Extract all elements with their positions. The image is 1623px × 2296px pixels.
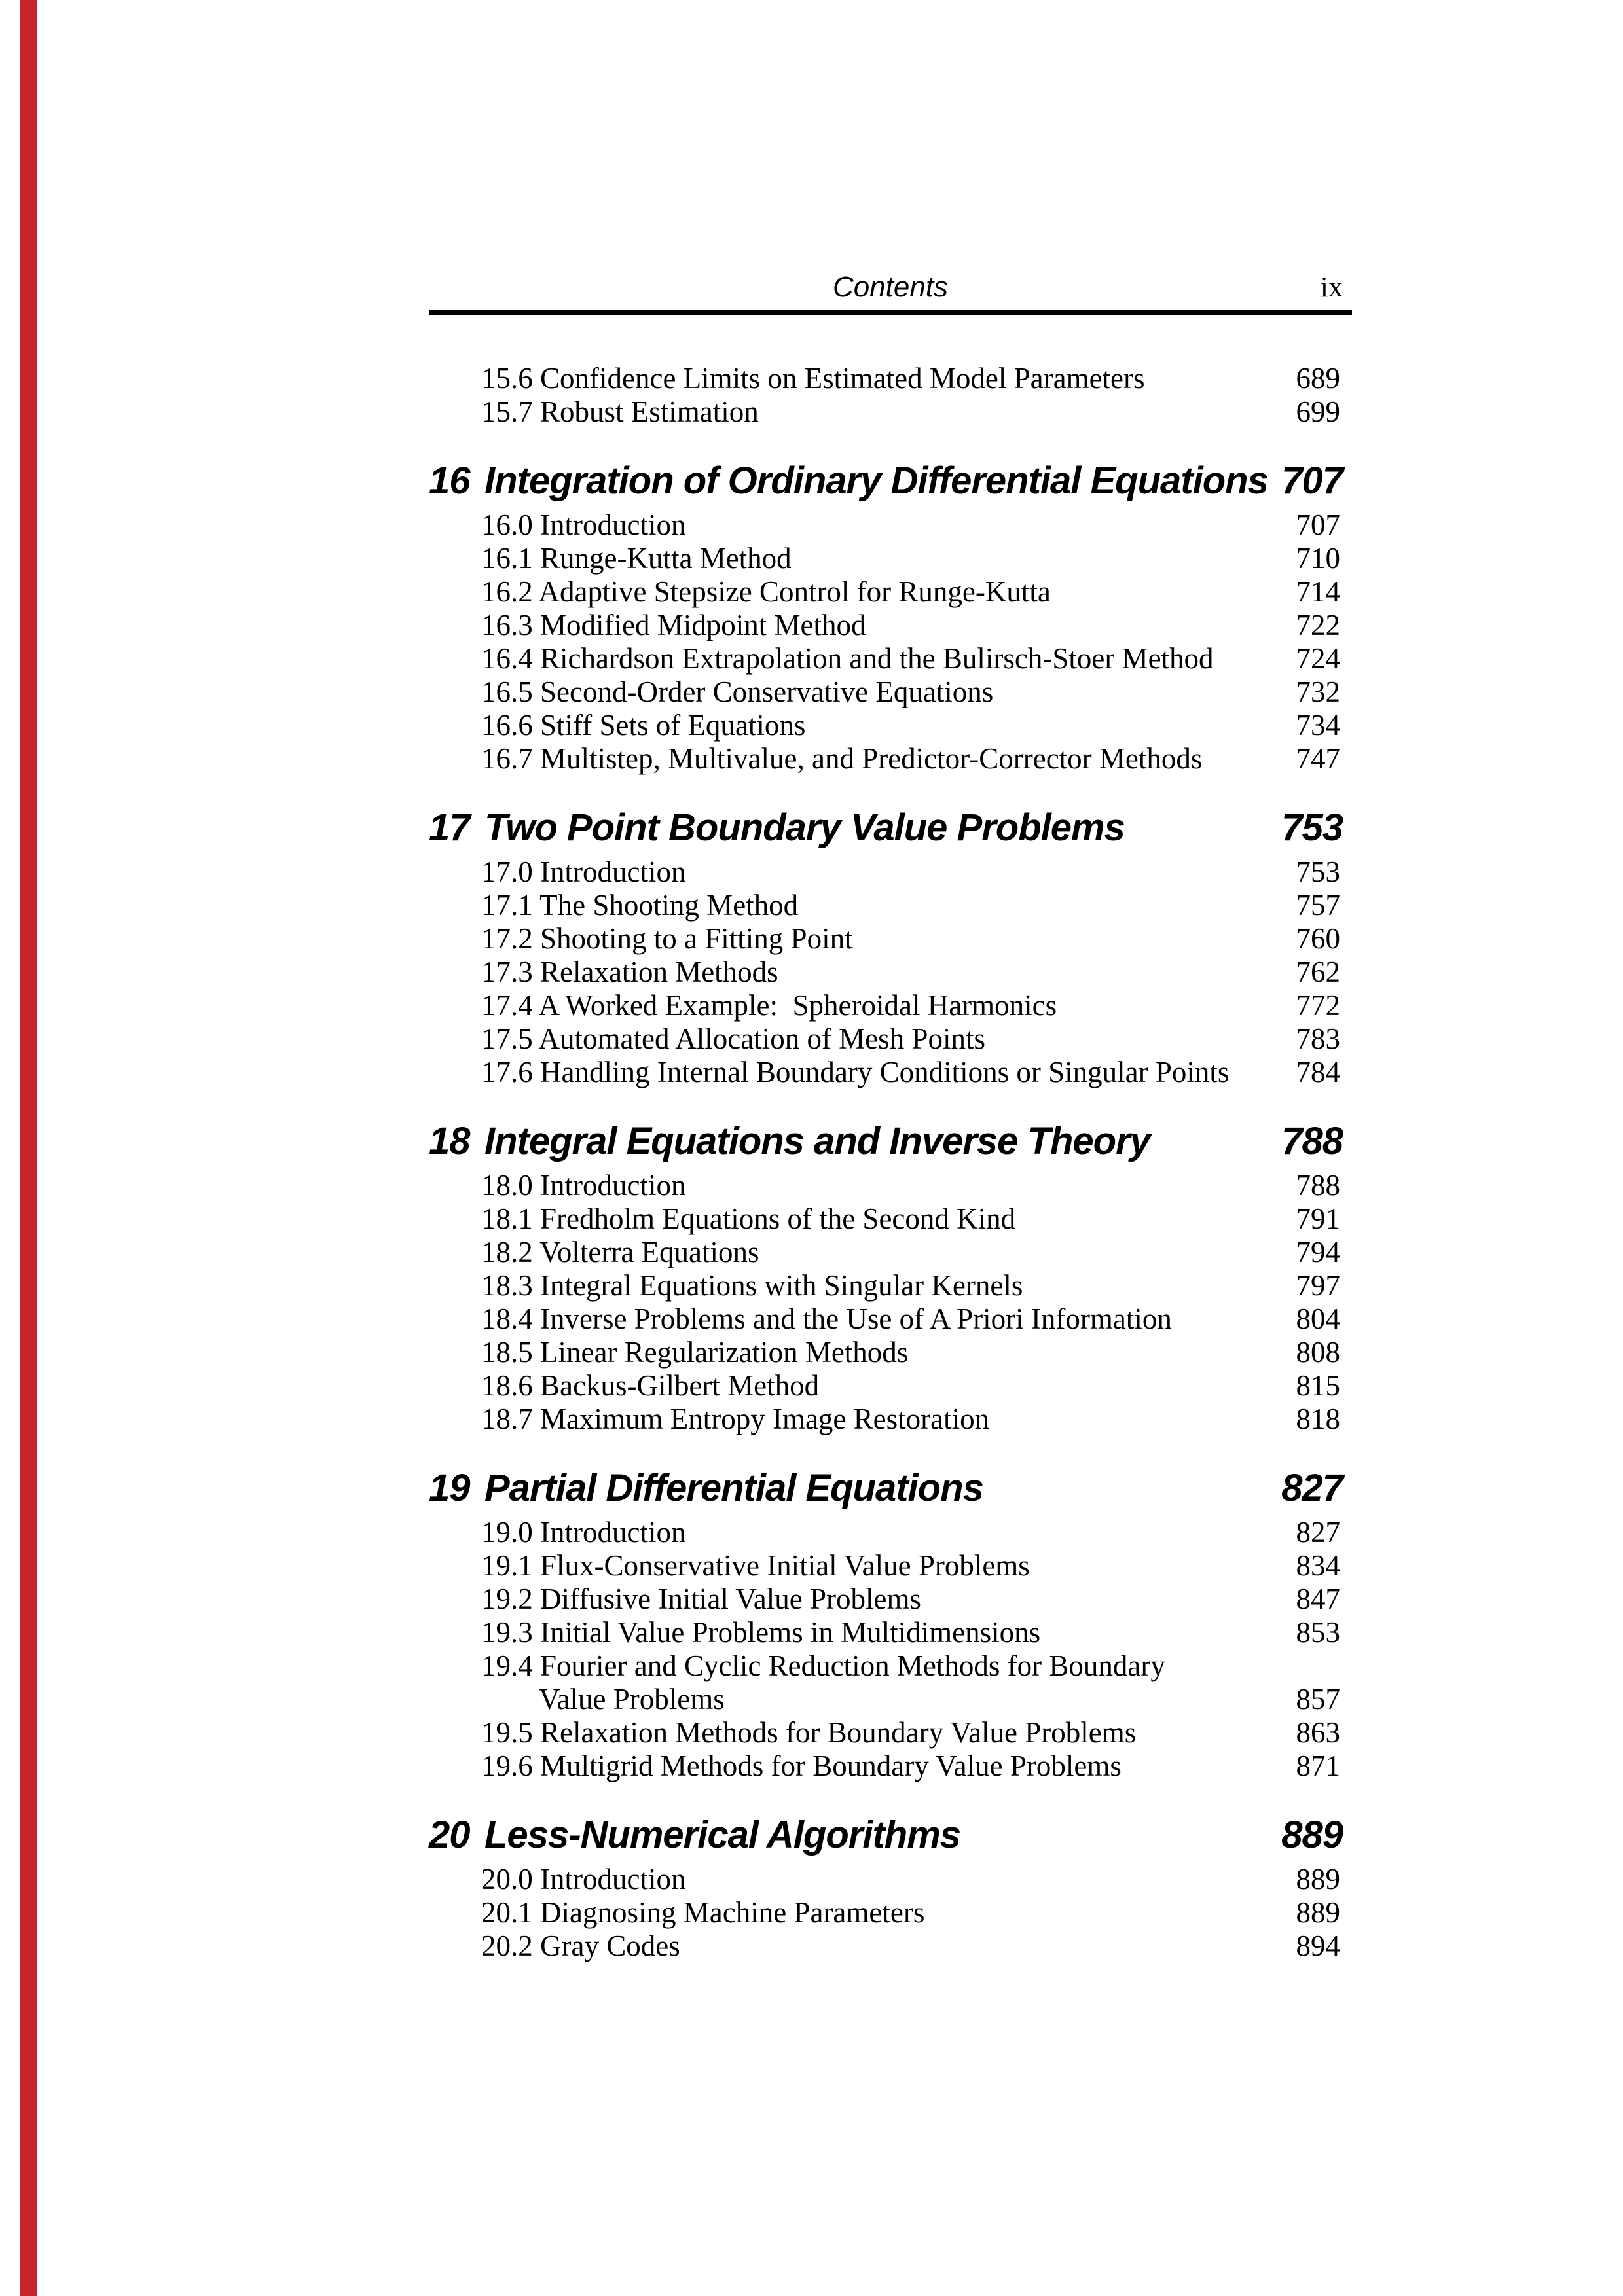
toc-section-row bbox=[429, 395, 1352, 429]
section-page-number: 815 bbox=[1296, 1369, 1340, 1402]
section-label: 16.7 Multistep, Multivalue, and Predictor-Corrector Methods bbox=[481, 742, 1203, 775]
section-page-number: 714 bbox=[1296, 575, 1340, 608]
toc-section-row bbox=[429, 855, 1352, 889]
toc-section-row bbox=[429, 989, 1352, 1022]
section-label: 18.4 Inverse Problems and the Use of A Priori Information bbox=[481, 1302, 1172, 1335]
toc-chapter-row bbox=[429, 1814, 1352, 1856]
section-page-number: 784 bbox=[1296, 1056, 1340, 1088]
section-page-number: 753 bbox=[1296, 855, 1340, 888]
section-page-number: 863 bbox=[1296, 1716, 1340, 1749]
section-label: 19.3 Initial Value Problems in Multidimensions bbox=[481, 1616, 1041, 1649]
toc-section-row bbox=[429, 1056, 1352, 1089]
toc-chapter-row bbox=[429, 807, 1352, 849]
section-label: 18.5 Linear Regularization Methods bbox=[481, 1336, 909, 1369]
section-label: 19.0 Introduction bbox=[481, 1516, 686, 1549]
section-page-number: 724 bbox=[1296, 642, 1340, 675]
section-label: 16.5 Second-Order Conservative Equations bbox=[481, 675, 994, 708]
toc-chapter-row bbox=[429, 1121, 1352, 1162]
section-page-number: 732 bbox=[1296, 675, 1340, 708]
section-label: 15.7 Robust Estimation bbox=[481, 395, 759, 428]
page-content bbox=[429, 270, 1352, 1963]
section-page-number: 757 bbox=[1296, 889, 1340, 922]
section-label: 16.2 Adaptive Stepsize Control for Runge-Kutta bbox=[481, 575, 1051, 608]
section-label: 18.7 Maximum Entropy Image Restoration bbox=[481, 1403, 990, 1435]
section-label: 17.1 The Shooting Method bbox=[481, 889, 799, 922]
section-label: 19.4 Fourier and Cyclic Reduction Methods for Boundary bbox=[481, 1649, 1165, 1682]
section-label: 16.4 Richardson Extrapolation and the Bulirsch-Stoer Method bbox=[481, 642, 1214, 675]
section-page-number: 827 bbox=[1296, 1516, 1340, 1549]
section-label: 17.0 Introduction bbox=[481, 855, 686, 888]
section-label: 20.0 Introduction bbox=[481, 1863, 686, 1895]
section-label: 19.6 Multigrid Methods for Boundary Value Problems bbox=[481, 1749, 1122, 1782]
section-label: 18.6 Backus-Gilbert Method bbox=[481, 1369, 820, 1402]
section-label: 17.5 Automated Allocation of Mesh Points bbox=[481, 1022, 985, 1055]
section-label: 16.3 Modified Midpoint Method bbox=[481, 609, 866, 641]
chapter-title: Integral Equations and Inverse Theory bbox=[484, 1120, 1150, 1162]
chapter-title: Integration of Ordinary Differential Equations bbox=[484, 459, 1268, 502]
toc-section-row bbox=[429, 1369, 1352, 1403]
section-page-number: 853 bbox=[1296, 1616, 1340, 1649]
toc-section-row bbox=[429, 575, 1352, 609]
toc-section-row bbox=[429, 1583, 1352, 1616]
section-page-number: 804 bbox=[1296, 1302, 1340, 1335]
chapter-page-number: 788 bbox=[1281, 1120, 1343, 1162]
chapter-page-number: 827 bbox=[1281, 1467, 1343, 1509]
section-label: 15.6 Confidence Limits on Estimated Model Parameters bbox=[481, 362, 1145, 395]
toc-section-row bbox=[429, 1616, 1352, 1649]
toc-section-row bbox=[429, 922, 1352, 956]
chapter-page-number: 707 bbox=[1281, 459, 1343, 502]
toc-section-row bbox=[429, 675, 1352, 709]
chapter-title: Partial Differential Equations bbox=[484, 1467, 983, 1509]
running-header bbox=[429, 270, 1352, 305]
toc-section-continuation-row bbox=[429, 1683, 1352, 1716]
section-page-number: 783 bbox=[1296, 1022, 1340, 1055]
toc-section-row bbox=[429, 1516, 1352, 1549]
section-label: 17.2 Shooting to a Fitting Point bbox=[481, 922, 853, 955]
toc-section-row bbox=[429, 1336, 1352, 1369]
toc-section-row bbox=[429, 1649, 1352, 1683]
section-label: 19.1 Flux-Conservative Initial Value Problems bbox=[481, 1549, 1030, 1582]
toc-section-row bbox=[429, 1549, 1352, 1583]
toc-section-row bbox=[429, 1169, 1352, 1202]
toc-section-row bbox=[429, 362, 1352, 395]
section-page-number: 689 bbox=[1296, 362, 1340, 395]
section-page-number: 818 bbox=[1296, 1403, 1340, 1435]
section-page-number: 760 bbox=[1296, 922, 1340, 955]
section-label: 20.2 Gray Codes bbox=[481, 1929, 680, 1962]
section-page-number: 857 bbox=[1296, 1683, 1340, 1715]
toc-section-row bbox=[429, 1863, 1352, 1896]
toc-section-row bbox=[429, 1403, 1352, 1436]
toc-section-row bbox=[429, 1202, 1352, 1236]
section-page-number: 797 bbox=[1296, 1269, 1340, 1302]
toc-section-row bbox=[429, 509, 1352, 542]
section-page-number: 834 bbox=[1296, 1549, 1340, 1582]
section-label: 18.2 Volterra Equations bbox=[481, 1236, 759, 1268]
chapter-title: Two Point Boundary Value Problems bbox=[484, 806, 1125, 849]
section-page-number: 871 bbox=[1296, 1749, 1340, 1782]
section-label: 18.0 Introduction bbox=[481, 1169, 686, 1202]
toc-section-row bbox=[429, 1302, 1352, 1336]
section-page-number: 894 bbox=[1296, 1929, 1340, 1962]
section-label: 16.0 Introduction bbox=[481, 509, 686, 541]
toc-section-row bbox=[429, 1896, 1352, 1929]
chapter-page-number: 889 bbox=[1281, 1814, 1343, 1856]
toc-chapter-row bbox=[429, 1467, 1352, 1509]
section-label: 17.3 Relaxation Methods bbox=[481, 956, 778, 988]
section-page-number: 788 bbox=[1296, 1169, 1340, 1202]
section-label: 20.1 Diagnosing Machine Parameters bbox=[481, 1896, 925, 1929]
toc-section-row bbox=[429, 1749, 1352, 1783]
section-page-number: 734 bbox=[1296, 709, 1340, 742]
toc-section-row bbox=[429, 1022, 1352, 1056]
section-label: 16.1 Runge-Kutta Method bbox=[481, 542, 792, 575]
header-title: Contents bbox=[832, 271, 949, 303]
section-page-number: 794 bbox=[1296, 1236, 1340, 1268]
toc-section-row bbox=[429, 542, 1352, 575]
section-page-number: 808 bbox=[1296, 1336, 1340, 1369]
toc-section-row bbox=[429, 1716, 1352, 1749]
section-page-number: 707 bbox=[1296, 509, 1340, 541]
section-continuation-label: Value Problems bbox=[539, 1683, 725, 1715]
toc-section-row bbox=[429, 1929, 1352, 1963]
section-page-number: 889 bbox=[1296, 1896, 1340, 1929]
section-page-number: 791 bbox=[1296, 1202, 1340, 1235]
left-margin-red-strip bbox=[20, 0, 37, 2296]
section-page-number: 747 bbox=[1296, 742, 1340, 775]
chapter-number: 20 bbox=[429, 1814, 470, 1856]
chapter-page-number: 753 bbox=[1281, 806, 1343, 849]
section-label: 18.3 Integral Equations with Singular Kernels bbox=[481, 1269, 1023, 1302]
header-page-number: ix bbox=[1320, 271, 1343, 303]
section-page-number: 762 bbox=[1296, 956, 1340, 988]
toc-list bbox=[429, 362, 1352, 1963]
section-label: 17.6 Handling Internal Boundary Conditions or Singular Points bbox=[481, 1056, 1230, 1088]
section-page-number: 722 bbox=[1296, 609, 1340, 641]
section-page-number: 772 bbox=[1296, 989, 1340, 1022]
toc-section-row bbox=[429, 956, 1352, 989]
section-page-number: 889 bbox=[1296, 1863, 1340, 1895]
section-label: 18.1 Fredholm Equations of the Second Kind bbox=[481, 1202, 1016, 1235]
chapter-number: 16 bbox=[429, 459, 470, 502]
section-label: 16.6 Stiff Sets of Equations bbox=[481, 709, 806, 742]
chapter-title: Less-Numerical Algorithms bbox=[484, 1814, 961, 1856]
toc-section-row bbox=[429, 609, 1352, 642]
header-rule bbox=[429, 310, 1352, 315]
toc-section-row bbox=[429, 709, 1352, 742]
chapter-number: 18 bbox=[429, 1120, 470, 1162]
toc-section-row bbox=[429, 742, 1352, 776]
chapter-number: 19 bbox=[429, 1467, 470, 1509]
section-page-number: 847 bbox=[1296, 1583, 1340, 1615]
section-page-number: 710 bbox=[1296, 542, 1340, 575]
toc-section-row bbox=[429, 889, 1352, 922]
section-label: 17.4 A Worked Example: Spheroidal Harmonics bbox=[481, 989, 1057, 1022]
toc-section-row bbox=[429, 1236, 1352, 1269]
toc-chapter-row bbox=[429, 460, 1352, 502]
section-page-number: 699 bbox=[1296, 395, 1340, 428]
section-label: 19.5 Relaxation Methods for Boundary Value Problems bbox=[481, 1716, 1137, 1749]
chapter-number: 17 bbox=[429, 806, 470, 849]
toc-section-row bbox=[429, 1269, 1352, 1302]
toc-section-row bbox=[429, 642, 1352, 675]
section-label: 19.2 Diffusive Initial Value Problems bbox=[481, 1583, 922, 1615]
